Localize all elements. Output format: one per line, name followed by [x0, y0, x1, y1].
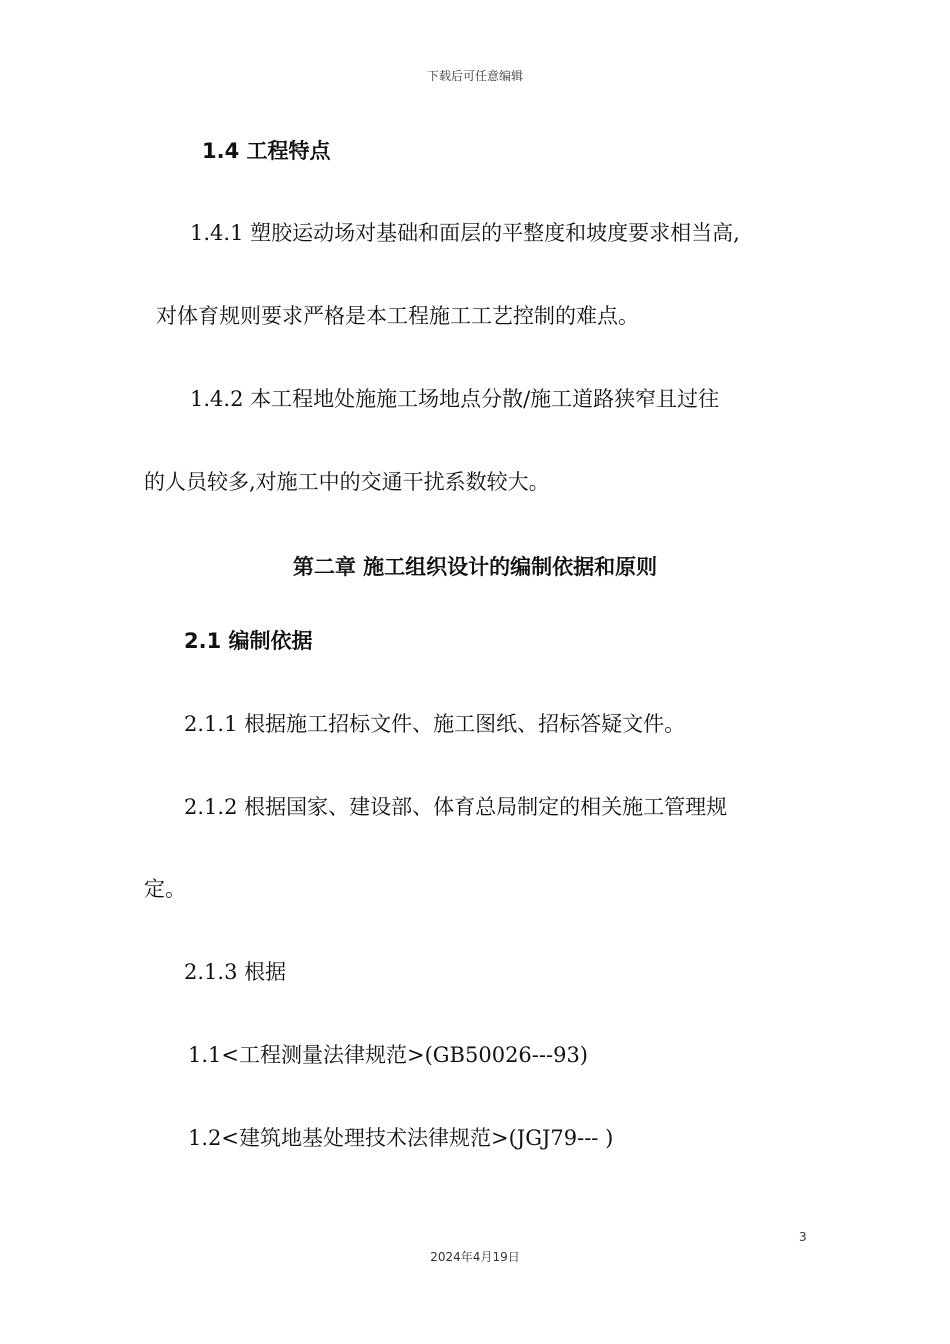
paragraph-2-1-2-line1: 2.1.2 根据国家、建设部、体育总局制定的相关施工管理规 [184, 795, 728, 819]
page-number: 3 [799, 1230, 807, 1244]
reference-1-2: 1.2<建筑地基处理技术法律规范>(JGJ79--- ) [188, 1126, 614, 1150]
footer-date: 2024年4月19日 [430, 1250, 520, 1264]
paragraph-1-4-2-line2: 的人员较多,对施工中的交通干扰系数较大。 [144, 470, 550, 494]
paragraph-1-4-1-line2: 对体育规则要求严格是本工程施工工艺控制的难点。 [156, 304, 639, 328]
page-header: 下载后可任意编辑 [426, 69, 523, 83]
chapter-title: 第二章 施工组织设计的编制依据和原则 [292, 555, 658, 579]
paragraph-1-4-2-line1: 1.4.2 本工程地处施施工场地点分散/施工道路狭窄且过往 [190, 387, 720, 411]
paragraph-1-4-1-line1: 1.4.1 塑胶运动场对基础和面层的平整度和坡度要求相当高, [190, 221, 740, 245]
section-heading-2-1: 2.1 编制依据 [184, 629, 313, 653]
reference-1-1: 1.1<工程测量法律规范>(GB50026---93) [188, 1043, 588, 1067]
paragraph-2-1-1: 2.1.1 根据施工招标文件、施工图纸、招标答疑文件。 [184, 712, 686, 736]
section-heading-1-4: 1.4 工程特点 [202, 139, 331, 163]
paragraph-2-1-3: 2.1.3 根据 [184, 960, 287, 984]
paragraph-2-1-2-line2: 定。 [144, 877, 186, 901]
